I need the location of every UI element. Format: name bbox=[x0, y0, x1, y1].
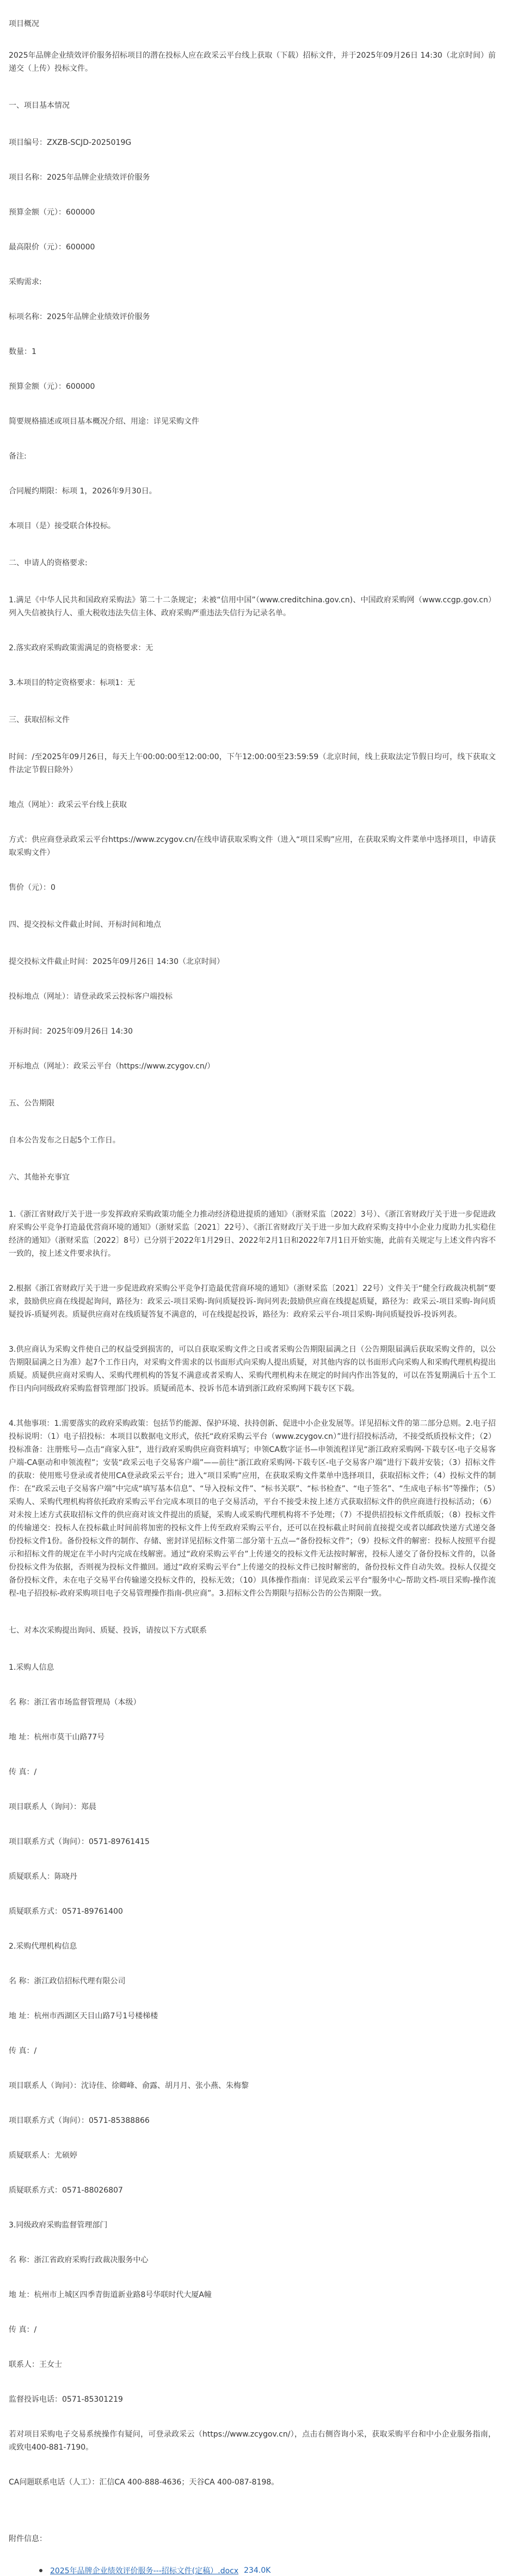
paragraph: 质疑联系人：陈晓丹 bbox=[9, 1872, 77, 1881]
paragraph: 4.其他事项：1.需要落实的政府采购政策：包括节约能源、保护环境、扶持创新、促进中小企业发展等。详见招标文件的第二部分总则。2.电子招投标说明：（1）电子招投标：本项目以数据电文形式，依托“政府采购云平台（www.zcygov.cn）”进行招投标活动，不接受纸质投标文件；（2）投标准备：注册账号—点击“商家入驻”，进行政府采购供应商资料填写；申领CA数字证书—申领流程详见“浙江政府采购网-下载专区-电子交易客户端-CA驱动和申领流程”；安装“政采云电子交易客户端”——前往“浙江政府采购网-下载专区-电子交易客户端”进行下载并安装；（3）招标文件的获取：使用账号登录或者使用CA登录政采云平台；进入“项目采购”应用，在获取采购文件菜单中选择项目，获取招标文件；（4）投标文件的制作：在“政采云电子交易客户端”中完成“填写基本信息”、“导入投标文件”、“标书关联”、“标书检查”、“电子签名”、“生成电子标书”等操作；（5）采购人、采购代理机构将依托政府采购云平台完成本项目的电子交易活动，平台不接受未按上述方式获取招标文件的供应商进行投标活动；（6）对未按上述方式获取招标文件的供应商对该文件提出的质疑，采购人或采购代理机构将不予处理；（7）不提供招投标文件纸质版；（8）投标文件的传输递交：投标人在投标截止时间前将加密的投标文件上传至政府采购云平台，还可以在投标截止时间前直接提交或者以邮政快递方式递交备份投标文件1份。备份投标文件的制作、存储、密封详见招标文件第二部分第十五点—“备份投标文件”；（9）投标文件的解密：投标人按照平台提示和招标文件的规定在半小时内完成在线解密。通过“政府采购云平台”上传递交的投标文件无法按时解密，投标人递交了备份投标文件的，以备份投标文件为依据，否则视为投标文件撤回。通过“政府采购云平台”上传递交的投标文件已按时解密的，备份投标文件自动失效。投标人仅提交备份投标文件，未在电子交易平台传输递交投标文件的，投标无效；（10）具体操作指南：详见政采云平台“服务中心-帮助文档-项目采购-操作流程-电子招投标-政府采购项目电子交易管理操作指南-供应商”。3.招标文件公告期限与招标公告的公告期限一致。 bbox=[9, 1419, 496, 1598]
paragraph: 本项目（是）接受联合体投标。 bbox=[9, 522, 115, 530]
paragraph: 名 称：浙江省政府采购行政裁决服务中心 bbox=[9, 2256, 149, 2264]
section-heading: 六、其他补充事宜 bbox=[9, 1173, 70, 1182]
paragraph: 1.满足《中华人民共和国政府采购法》第二十二条规定；未被“信用中国”（www.creditchina.gov.cn)、中国政府采购网（www.ccgp.gov.cn）列入失信被执行人、重大税收违法失信主体、政府采购严重违法失信行为记录名单。 bbox=[9, 596, 496, 618]
paragraph: 合同履约期限：标项 1，2026年9月30日。 bbox=[9, 487, 157, 496]
paragraph: 最高限价（元）：600000 bbox=[9, 243, 95, 252]
section-heading: 四、提交投标文件截止时间、开标时间和地点 bbox=[9, 920, 161, 929]
paragraph: 项目联系人（询问）：沈诗佳、徐卿峰、俞露、胡月月、张小燕、朱梅黎 bbox=[9, 2081, 249, 2090]
paragraph: 传 真：/ bbox=[9, 2325, 37, 2334]
attachment-size: 234.0K bbox=[244, 2566, 271, 2575]
paragraph: 1.采购人信息 bbox=[9, 1663, 54, 1672]
paragraph: 若对项目采购电子交易系统操作有疑问，可登录政采云（https://www.zcygov.cn/），点击右侧咨询小采，获取采购平台和中小企业服务指南，或致电400-881-7190。 bbox=[9, 2430, 496, 2452]
paragraph: 开标地点（网址）：政采云平台（https://www.zcygov.cn/） bbox=[9, 1062, 215, 1071]
paragraph: 2025年品牌企业绩效评价服务招标项目的潜在投标人应在政采云平台线上获取（下载）招标文件，并于2025年09月26日 14:30（北京时间）前递交（上传）投标文件。 bbox=[9, 51, 496, 73]
paragraph: 自本公告发布之日起5个工作日。 bbox=[9, 1136, 120, 1145]
paragraph: 联系人：王女士 bbox=[9, 2360, 62, 2369]
paragraph: 名 称：浙江政信招标代理有限公司 bbox=[9, 1977, 126, 1986]
paragraph: 名 称：浙江省市场监督管理局（本级） bbox=[9, 1698, 141, 1707]
section-heading: 五、公告期限 bbox=[9, 1099, 54, 1108]
paragraph: 采购需求: bbox=[9, 278, 42, 286]
paragraph: 标项名称：2025年品牌企业绩效评价服务 bbox=[9, 313, 150, 321]
section-heading: 三、获取招标文件 bbox=[9, 716, 70, 724]
section-heading: 七、对本次采购提出询问、质疑、投诉，请按以下方式联系 bbox=[9, 1626, 207, 1635]
paragraph: 项目编号：ZXZB-SCJD-2025019G bbox=[9, 138, 132, 147]
attachments-label: 附件信息： bbox=[9, 2535, 47, 2543]
paragraph: 3.同级政府采购监督管理部门 bbox=[9, 2221, 108, 2230]
paragraph: 2.根据《浙江省财政厅关于进一步促进政府采购公平竞争打造最优营商环境的通知》（浙财采监〔2021〕22号）文件关于“健全行政裁决机制”要求，鼓励供应商在线提起询问，路径为：政采云-项目采购-询问质疑投诉-询问列表;鼓励供应商在线提起质疑，路径为：政采云-项目采购-询问质疑投诉-质疑列表。质疑供应商对在线质疑答复不满意的，可在线提起投诉，路径为：政府采云平台-项目采购-询问质疑投诉-投诉列表。 bbox=[9, 1284, 496, 1319]
paragraph: 3.本项目的特定资格要求：标项1：无 bbox=[9, 679, 136, 687]
announcement-body bbox=[9, 4, 496, 2500]
paragraph: 地点（网址）：政采云平台线上获取 bbox=[9, 801, 127, 809]
paragraph: 3.供应商认为采购文件使自己的权益受到损害的，可以自获取采购文件之日或者采购公告期限届满之日（公告期限届满后获取采购文件的，以公告期限届满之日为准）起7个工作日内，对采购文件需求的以书面形式向采购人提出质疑，对其他内容的以书面形式向采购人和采购代理机构提出质疑。质疑供应商对采购人、采购代理机构的答复不满意或者采购人、采购代理机构未在规定的时间内作出答复的，可以在答复期满后十五个工作日内向同级政府采购监督管理部门投诉。质疑函范本、投诉书范本请到浙江政府采购网下载专区下载。 bbox=[9, 1345, 496, 1393]
paragraph: 传 真：/ bbox=[9, 2047, 37, 2055]
paragraph: 监督投诉电话：0571-85301219 bbox=[9, 2395, 123, 2404]
paragraph: 项目联系方式（询问）：0571-85388866 bbox=[9, 2116, 150, 2125]
paragraph: 备注: bbox=[9, 452, 27, 461]
paragraph: 传 真：/ bbox=[9, 1768, 37, 1777]
paragraph: 预算金额（元）：600000 bbox=[9, 382, 95, 391]
section-heading: 项目概况 bbox=[9, 20, 39, 28]
attachment-download-link[interactable]: 2025年品牌企业绩效评价服务---招标文件(定稿）.docx bbox=[50, 2567, 239, 2575]
paragraph: 提交投标文件截止时间：2025年09月26日 14:30（北京时间） bbox=[9, 957, 225, 966]
paragraph: 质疑联系方式：0571-89761400 bbox=[9, 1907, 123, 1916]
paragraph: 1.《浙江省财政厅关于进一步发挥政府采购政策功能全力推动经济稳进提质的通知》（浙财采监〔2022〕3号）、《浙江省财政厅关于进一步促进政府采购公平竞争打造最优营商环境的通知》（浙财采监〔2021〕22号）、《浙江省财政厅关于进一步加大政府采购支持中小企业力度助力扎实稳住经济的通知》（浙财采监〔2022〕8号）已分别于2022年1月29日、2022年2月1日和2022年7月1日开始实施，此前有关规定与上述文件内容不一致的，按上述文件要求执行。 bbox=[9, 1210, 496, 1258]
paragraph: 质疑联系方式：0571-88026807 bbox=[9, 2186, 123, 2195]
paragraph: 质疑联系人：尤硕婷 bbox=[9, 2151, 77, 2160]
paragraph: 项目名称：2025年品牌企业绩效评价服务 bbox=[9, 173, 150, 182]
section-heading: 一、项目基本情况 bbox=[9, 101, 70, 110]
paragraph: 地 址：杭州市上城区四季青街道新业路8号华联时代大厦A幢 bbox=[9, 2291, 212, 2299]
paragraph: 预算金额（元）：600000 bbox=[9, 208, 95, 217]
paragraph: 售价（元）：0 bbox=[9, 883, 56, 892]
paragraph: 项目联系方式（询问）：0571-89761415 bbox=[9, 1838, 150, 1846]
paragraph: 简要规格描述或项目基本概况介绍、用途：详见采购文件 bbox=[9, 417, 199, 426]
paragraph: 地 址：杭州市莫干山路77号 bbox=[9, 1733, 105, 1742]
section-heading: 二、申请人的资格要求: bbox=[9, 559, 88, 567]
paragraph: 数量：1 bbox=[9, 347, 36, 356]
paragraph: 2.落实政府采购政策需满足的资格要求：无 bbox=[9, 644, 153, 652]
paragraph: CA问题联系电话（人工）：汇信CA 400-888-4636；天谷CA 400-087-8198。 bbox=[9, 2478, 279, 2487]
paragraph: 开标时间：2025年09月26日 14:30 bbox=[9, 1027, 133, 1036]
paragraph: 时间：/至2025年09月26日，每天上午00:00:00至12:00:00，下午12:00:00至23:59:59（北京时间，线上获取法定节假日均可，线下获取文件法定节假日除外） bbox=[9, 753, 496, 774]
paragraph: 方式：供应商登录政采云平台https://www.zcygov.cn/在线申请获取采购文件（进入“项目采购”应用，在获取采购文件菜单中选择项目，申请获取采购文件） bbox=[9, 835, 496, 857]
paragraph: 2.采购代理机构信息 bbox=[9, 1942, 77, 1951]
paragraph: 项目联系人（询问）：郑晨 bbox=[9, 1803, 96, 1811]
paragraph: 投标地点（网址）：请登录政采云投标客户端投标 bbox=[9, 992, 173, 1001]
paragraph: 地 址：杭州市西湖区天目山路7号1号楼梯楼 bbox=[9, 2012, 158, 2020]
attachment-item bbox=[9, 2562, 496, 2576]
